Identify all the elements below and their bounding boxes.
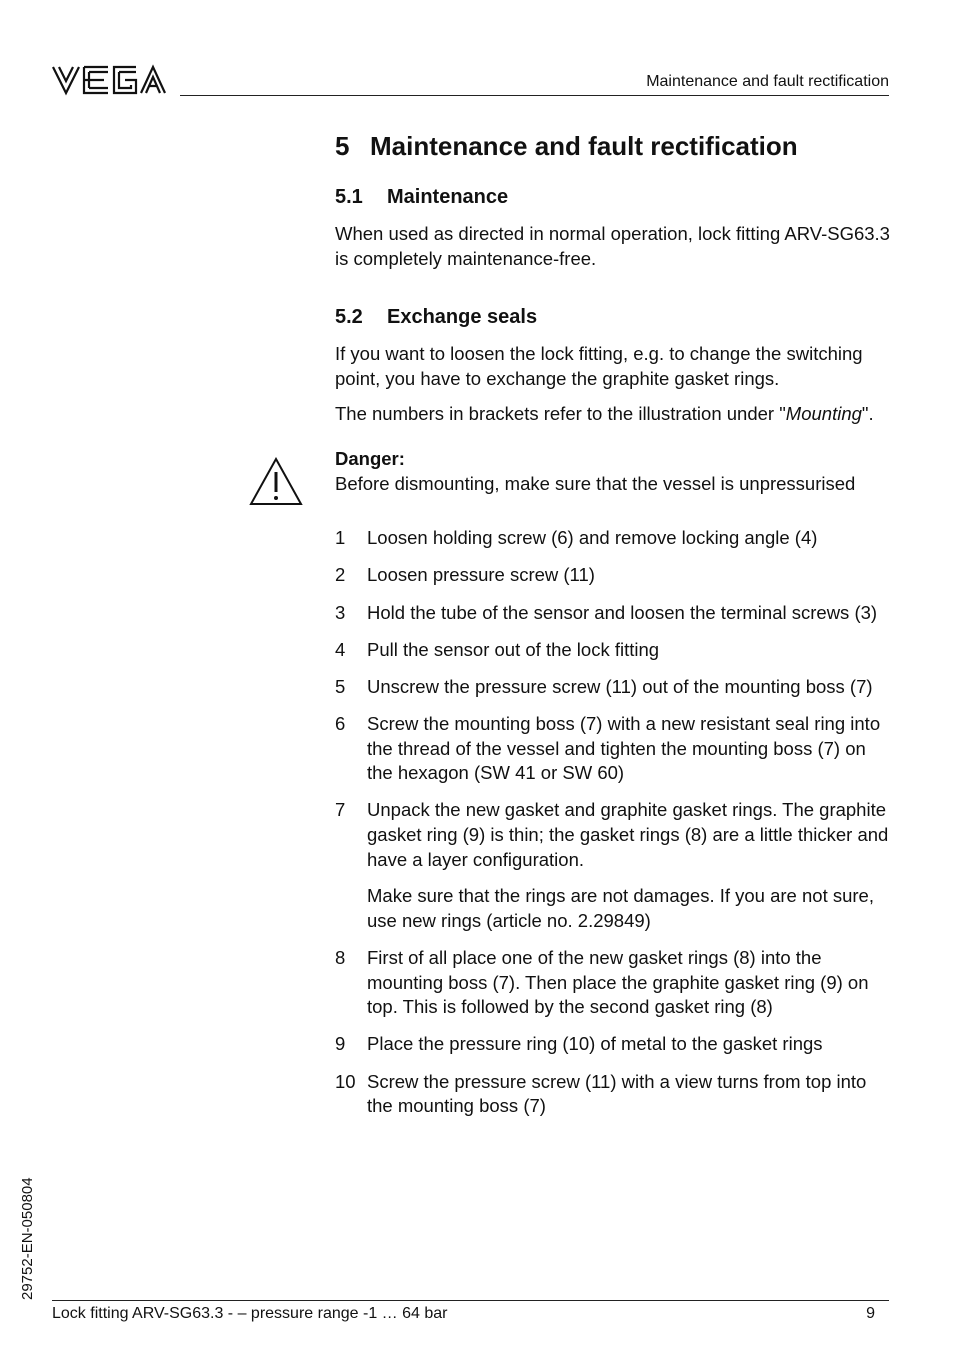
step-text: Loosen holding screw (6) and remove locking angle (4) xyxy=(367,527,818,549)
page-number: 9 xyxy=(866,1305,875,1322)
step-number: 10 xyxy=(335,1070,356,1092)
exchange-para-1: If you want to loosen the lock fitting, e.g. to change the switching point, you have to exchange the graphite gasket rings. xyxy=(335,343,863,389)
step-text: Unpack the new gasket and graphite gasket rings. The graphite gasket ring (9) is thin; the gasket rings (8) are a little thicker and have a layer configuration. xyxy=(367,799,889,870)
section-title: Exchange seals xyxy=(387,306,538,329)
danger-notice xyxy=(335,447,890,496)
step-item xyxy=(335,563,890,588)
warning-triangle-icon xyxy=(249,457,303,507)
step-item xyxy=(335,1032,890,1057)
maintenance-text: When used as directed in normal operation, lock fitting ARV-SG63.3 is completely maintenance-free. xyxy=(335,223,890,269)
step-number: 5 xyxy=(335,675,346,697)
vega-logo xyxy=(52,64,168,96)
step-note: Make sure that the rings are not damages. If you are not sure, use new rings (article no. 2.29849) xyxy=(367,885,874,931)
step-text: Pull the sensor out of the lock fitting xyxy=(367,638,660,660)
danger-text: Before dismounting, make sure that the vessel is unpressurised xyxy=(335,472,856,494)
chapter-number: 5 xyxy=(335,131,350,161)
step-number: 6 xyxy=(335,713,346,735)
para-text: The numbers in brackets refer to the illustration under " xyxy=(335,403,786,425)
mounting-reference: Mounting xyxy=(785,403,862,425)
section-title: Maintenance xyxy=(387,186,509,208)
step-list xyxy=(335,526,890,1119)
section-heading-exchange-seals xyxy=(335,304,890,330)
step-item xyxy=(335,1070,890,1119)
main-content xyxy=(335,128,890,1131)
danger-title: Danger: xyxy=(335,447,405,469)
step-item xyxy=(335,798,890,933)
section-heading-maintenance xyxy=(335,184,890,210)
exchange-para-2 xyxy=(335,402,890,427)
para-text: ". xyxy=(861,403,874,425)
step-number: 9 xyxy=(335,1033,346,1055)
step-number: 4 xyxy=(335,638,346,660)
step-number: 1 xyxy=(335,527,346,549)
step-number: 3 xyxy=(335,601,346,623)
header-rule xyxy=(180,95,889,96)
footer-rule xyxy=(52,1300,889,1301)
section-number: 5.1 xyxy=(335,186,363,208)
step-text: Loosen pressure screw (11) xyxy=(367,564,595,586)
section-number: 5.2 xyxy=(335,306,363,329)
step-text: Screw the pressure screw (11) with a view turns from top into the mounting boss (7) xyxy=(367,1070,867,1117)
step-item xyxy=(335,638,890,663)
chapter-heading xyxy=(335,128,890,164)
step-text: Hold the tube of the sensor and loosen the terminal screws (3) xyxy=(367,601,878,623)
step-item xyxy=(335,675,890,700)
footer-doc-title: Lock fitting ARV-SG63.3 - – pressure range -1 … 64 bar xyxy=(52,1305,448,1322)
step-text: Place the pressure ring (10) of metal to the gasket rings xyxy=(367,1033,823,1055)
step-text: Screw the mounting boss (7) with a new resistant seal ring into the thread of the vessel and tighten the mounting boss (7) on the hexagon (SW 41 or SW 60) xyxy=(367,713,881,784)
document-code: 29752-EN-050804 xyxy=(19,1177,36,1300)
step-item xyxy=(335,712,890,786)
step-text: Unscrew the pressure screw (11) out of the mounting boss (7) xyxy=(367,675,873,697)
step-text: First of all place one of the new gasket rings (8) into the mounting boss (7). Then place the graphite gasket ring (9) on top. This is followed by the second gasket ring (8) xyxy=(367,947,869,1018)
chapter-title: Maintenance and fault rectification xyxy=(370,131,798,161)
step-number: 2 xyxy=(335,564,346,586)
step-number: 7 xyxy=(335,799,346,821)
step-item xyxy=(335,526,890,551)
step-number: 8 xyxy=(335,947,346,969)
running-header: Maintenance and fault rectification xyxy=(646,73,889,90)
step-item xyxy=(335,601,890,626)
step-item xyxy=(335,946,890,1020)
